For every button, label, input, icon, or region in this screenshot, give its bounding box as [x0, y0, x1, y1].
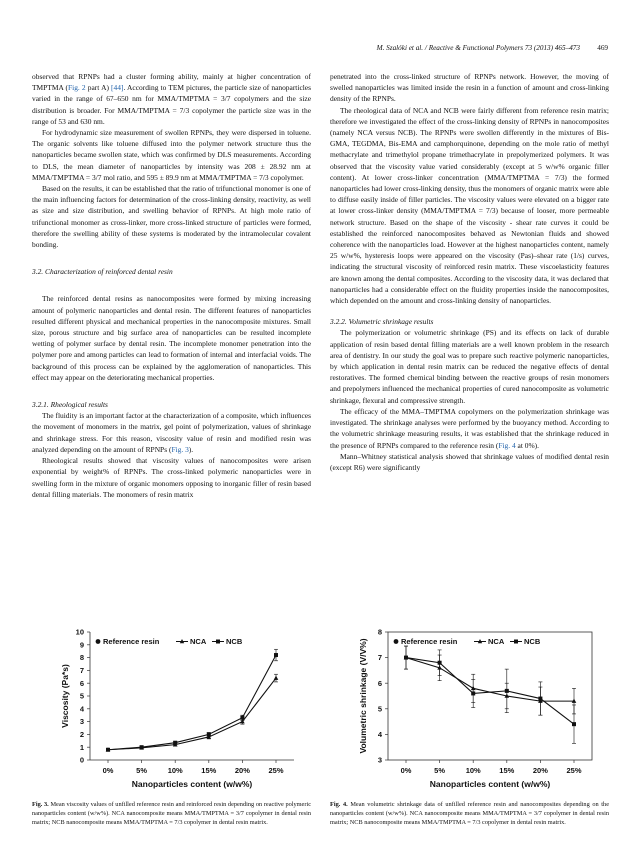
paragraph: penetrated into the cross-linked structure of RPNPs network. However, the moving of swelled nanoparticles was limited inside the resin in a function of amount and cross-linking density of the RPNPs.: [330, 72, 609, 104]
y-axis-label: Viscosity (Pa*s): [60, 664, 70, 728]
legend-label-reference: Reference resin: [401, 637, 458, 646]
data-point: [404, 656, 408, 660]
data-point: [572, 722, 576, 726]
figure-3-viscosity-chart: [32, 620, 314, 800]
x-tick-label: 15%: [499, 766, 515, 775]
y-tick-label: 5: [377, 704, 382, 714]
y-tick-label: 10: [75, 627, 84, 637]
figure-link[interactable]: Fig. 4: [498, 440, 516, 450]
shrinkage-chart-svg: [330, 620, 612, 800]
legend-marker-ncb: [216, 640, 220, 644]
data-point: [274, 653, 278, 657]
subsection-heading: 3.2.1. Rheological results: [32, 400, 108, 410]
paragraph: Rheological results showed that viscosity values of nanocomposites were arisen exponential by weight% of RPNPs. The cross-linked polymeric nanoparticles were in swelling form in the mixture of organic monomers opposing to inorganic filler of resin based dental filling materials. The monomers of resin matrix: [32, 456, 311, 499]
series-line-ncb: [406, 658, 574, 725]
legend-marker-reference: [96, 639, 101, 644]
paragraph: The polymerization or volumetric shrinkage (PS) and its effects on lack of durable application of resin based dental filling materials are a well known problem in the research area of dentistry. In our study the goal was to prepare such reactive polymeric nanoparticles, by which application in dental resin matrix can be reduced the negative effects of dental restoratives. The formed chemical binding between the reactive groups of resin monomers and prepolymers influenced the mechanical properties of cured nanocomposite as volumetric shrinkage, flexural and compressive strength.: [330, 328, 609, 405]
legend-label-ncb: NCB: [226, 637, 243, 646]
data-point: [173, 741, 177, 745]
x-tick-label: 25%: [268, 766, 284, 775]
y-tick-label: 7: [377, 653, 382, 663]
right-column: [330, 71, 609, 473]
x-tick-label: 25%: [566, 766, 582, 775]
legend-label-nca: NCA: [488, 637, 505, 646]
subsection-heading: 3.2.2. Volumetric shrinkage results: [330, 317, 434, 327]
x-axis-label: Nanoparticles content (w/w%): [429, 779, 551, 789]
y-tick-label: 9: [79, 640, 84, 650]
y-tick-label: 2: [79, 730, 84, 739]
y-tick-label: 7: [79, 666, 84, 675]
y-tick-label: 0: [79, 755, 84, 765]
data-point: [140, 745, 144, 749]
x-tick-label: 0%: [400, 766, 412, 775]
data-point: [438, 661, 442, 665]
figure-3-caption: Fig. 3. Mean viscosity values of unfilled reference resin and reinforced resin depending on reactive polymeric nanoparticles content (w/w%). NCA nanocomposite means MMA/TMPTMA = 3/7 copolymer in dental resin matrix; NCB nanocomposite means MMA/TMPTMA = 7/3 copolymer in dental resin matrix.: [32, 801, 311, 826]
left-column: [32, 71, 311, 500]
data-point: [471, 691, 475, 695]
series-line-ncb: [108, 655, 276, 750]
running-header: [30, 44, 608, 58]
x-tick-label: 10%: [465, 766, 481, 775]
y-tick-label: 3: [377, 755, 382, 765]
y-tick-label: 6: [79, 678, 84, 688]
x-tick-label: 5%: [136, 766, 148, 775]
y-tick-label: 3: [79, 717, 84, 727]
section-heading: 3.2. Characterization of reinforced dental resin: [32, 267, 173, 277]
y-tick-label: 5: [79, 691, 84, 701]
paragraph: Mann–Whitney statistical analysis showed that shrinkage values of modified dental resin (except R6) were significantly: [330, 451, 609, 472]
x-axis-label: Nanoparticles content (w/w%): [131, 779, 253, 789]
figure-link[interactable]: Fig. 2: [68, 83, 86, 93]
y-tick-label: 8: [79, 653, 84, 663]
page-number: 469: [597, 44, 608, 52]
paragraph: For hydrodynamic size measurement of swollen RPNPs, they were dispersed in toluene. The organic solvents like toluene diffused into the polymer network structure thus the nanoparticles became swollen state, which was confirmed by DLS measurements. According to DLS, the mean diameter of nanoparticles by intensity was 208 ± 28.92 nm at MMA/TMPTMA = 3/7 mol ratio, and 595 ± 89.9 nm at MMA/TMPTMA = 7/3 copolymer.: [32, 128, 311, 182]
paragraph: Based on the results, it can be established that the ratio of trifunctional monomer is one of the main influencing factors for determination of the cross-linking density, reactivity, as well as size and size distribution, and swelling behavior of RPNPs. At high mole ratio of trifunctional monomer as cross-linker, more cross-linked structure of particles were formed, therefore the swelling ability of these systems is moderated by the intramolecular covalent bonding.: [32, 184, 311, 250]
plot-frame: [388, 632, 592, 760]
x-tick-label: 5%: [434, 766, 446, 775]
x-tick-label: 0%: [102, 766, 114, 775]
figure-4-shrinkage-chart: [330, 620, 612, 800]
y-tick-label: 4: [79, 704, 84, 714]
legend-marker-ncb: [514, 640, 518, 644]
legend-label-reference: Reference resin: [103, 637, 160, 646]
series-line-nca: [406, 658, 574, 702]
y-tick-label: 4: [377, 730, 382, 739]
paragraph: The reinforced dental resins as nanocomposites were formed by mixing increasing amount of polymeric nanoparticles and dental resin. The different features of nanoparticles resulted different physical and mechanical properties in the nanocomposite mixtures. Small size, porous structure and big surface area of nanoparticles can be resulted incomplete wetting of polymer surface by dental resin. The incomplete monomer penetration into the polymer pore and among particles can lead to formation of internal and interfacial voids. The background of this process can be explained by the agglomeration of nanoparticles. This effect may appear on the deteriorating mechanical properties.: [32, 294, 311, 382]
journal-citation: M. Szalóki et al. / Reactive & Functional Polymers 73 (2013) 465–473: [376, 44, 580, 52]
x-tick-label: 15%: [201, 766, 217, 775]
viscosity-chart-svg: [32, 620, 314, 800]
legend-marker-reference: [394, 639, 399, 644]
data-point: [538, 697, 542, 701]
x-tick-label: 20%: [532, 766, 548, 775]
citation-link[interactable]: [44]: [111, 83, 124, 93]
figure-4-caption: Fig. 4. Mean volumetric shrinkage data of unfilled reference resin and nanocomposites depending on the nanoparticles content (w/w%). NCA nanocomposite means MMA/TMPTMA = 3/7 copolymer in dental resin matrix; NCB nanocomposite means MMA/TMPTMA = 7/3 copolymer in dental resin matrix.: [330, 801, 609, 826]
x-tick-label: 20%: [234, 766, 250, 775]
data-point: [274, 676, 279, 680]
legend-label-ncb: NCB: [524, 637, 541, 646]
legend-label-nca: NCA: [190, 637, 207, 646]
paragraph: The efficacy of the MMA–TMPTMA copolymers on the polymerization shrinkage was investigated. The shrinkage analyses were performed by the buoyancy method. According to the volumetric shrinkage measuring results, it was established that the shrinkage reduced in the presence of RPNPs compared to the reference resin (Fig. 4 at 0%).: [330, 406, 609, 450]
paragraph: The rheological data of NCA and NCB were fairly different from reference resin matrix; therefore we investigated the effect of the cross-linking density of RPNPs in nanocomposites (namely NCA versus NCB). The RPNPs were swollen differently in the mixtures of Bis-GMA, TEGDMA, Bis-EMA and camphorquinone, depending on the mole ratio of methyl methacrylate and trimethylol propane trimethacrylate in prepolymerized polymers. It was observed that the viscosity value varied considerably (except at 5 w/w% organic filler content). At lower cross-linker concentration (MMA/TMPTMA = 7/3) the formed nanoparticles had lower cross-linking density, thus the monomers of organic matrix were able to diffuse easily inside of filler particles. The viscosity values were elevated on a bigger rate at lower cross-linker density (MMA/TMPTMA = 7/3) because of looser, more permeable network structure. Based on the shape of the viscosity - shear rate curves it could be established the reinforced nanocomposites behaved as Newtonian fluids and showed coherence with the nanoparticles load. However at the highest nanoparticles content, namely 25 w/w%, hysteresis loops were appeared on the viscosity (Pas)–shear rate (1/s) curves, indicating the structural viscosity of reinforced resin matrix. These viscoelasticity features are known among the dental composites. According to the viscosity data, it was declared that nanoparticles had a considerable effect on the fluidity properties inside the nanocomposites, which depended on the amount and cross-linking density of nanoparticles.: [330, 105, 609, 306]
data-point: [106, 748, 110, 752]
data-point: [505, 689, 509, 693]
data-point: [207, 732, 211, 736]
figure-link[interactable]: Fig. 3: [171, 444, 189, 454]
x-tick-label: 10%: [167, 766, 183, 775]
y-tick-label: 1: [79, 742, 84, 752]
y-tick-label: 8: [377, 627, 382, 637]
y-axis-label: Volumetric shrinkage (V/V%): [358, 638, 368, 754]
y-tick-label: 6: [377, 678, 382, 688]
paragraph: observed that RPNPs had a cluster forming ability, mainly at higher concentration of TMPTMA (Fig. 2 part A) [44]. According to TEM pictures, the particle size of nanoparticles varied in the range of 67–650 nm for MMA/TMPTMA = 3/7 copolymers and the size distribution is broader. For MMA/TMPTMA = 7/3 copolymer the particle size was in the range of 53 and 630 nm.: [32, 72, 312, 126]
paragraph: The fluidity is an important factor at the characterization of a composite, which influences the movement of monomers in the matrix, gel point of polymerization, values of shrinkage and shrinkage stress. For this reason, viscosity value of resin and modified resin was analyzed depending on the amount of RPNPs (Fig. 3).: [32, 411, 311, 454]
data-point: [240, 716, 244, 720]
